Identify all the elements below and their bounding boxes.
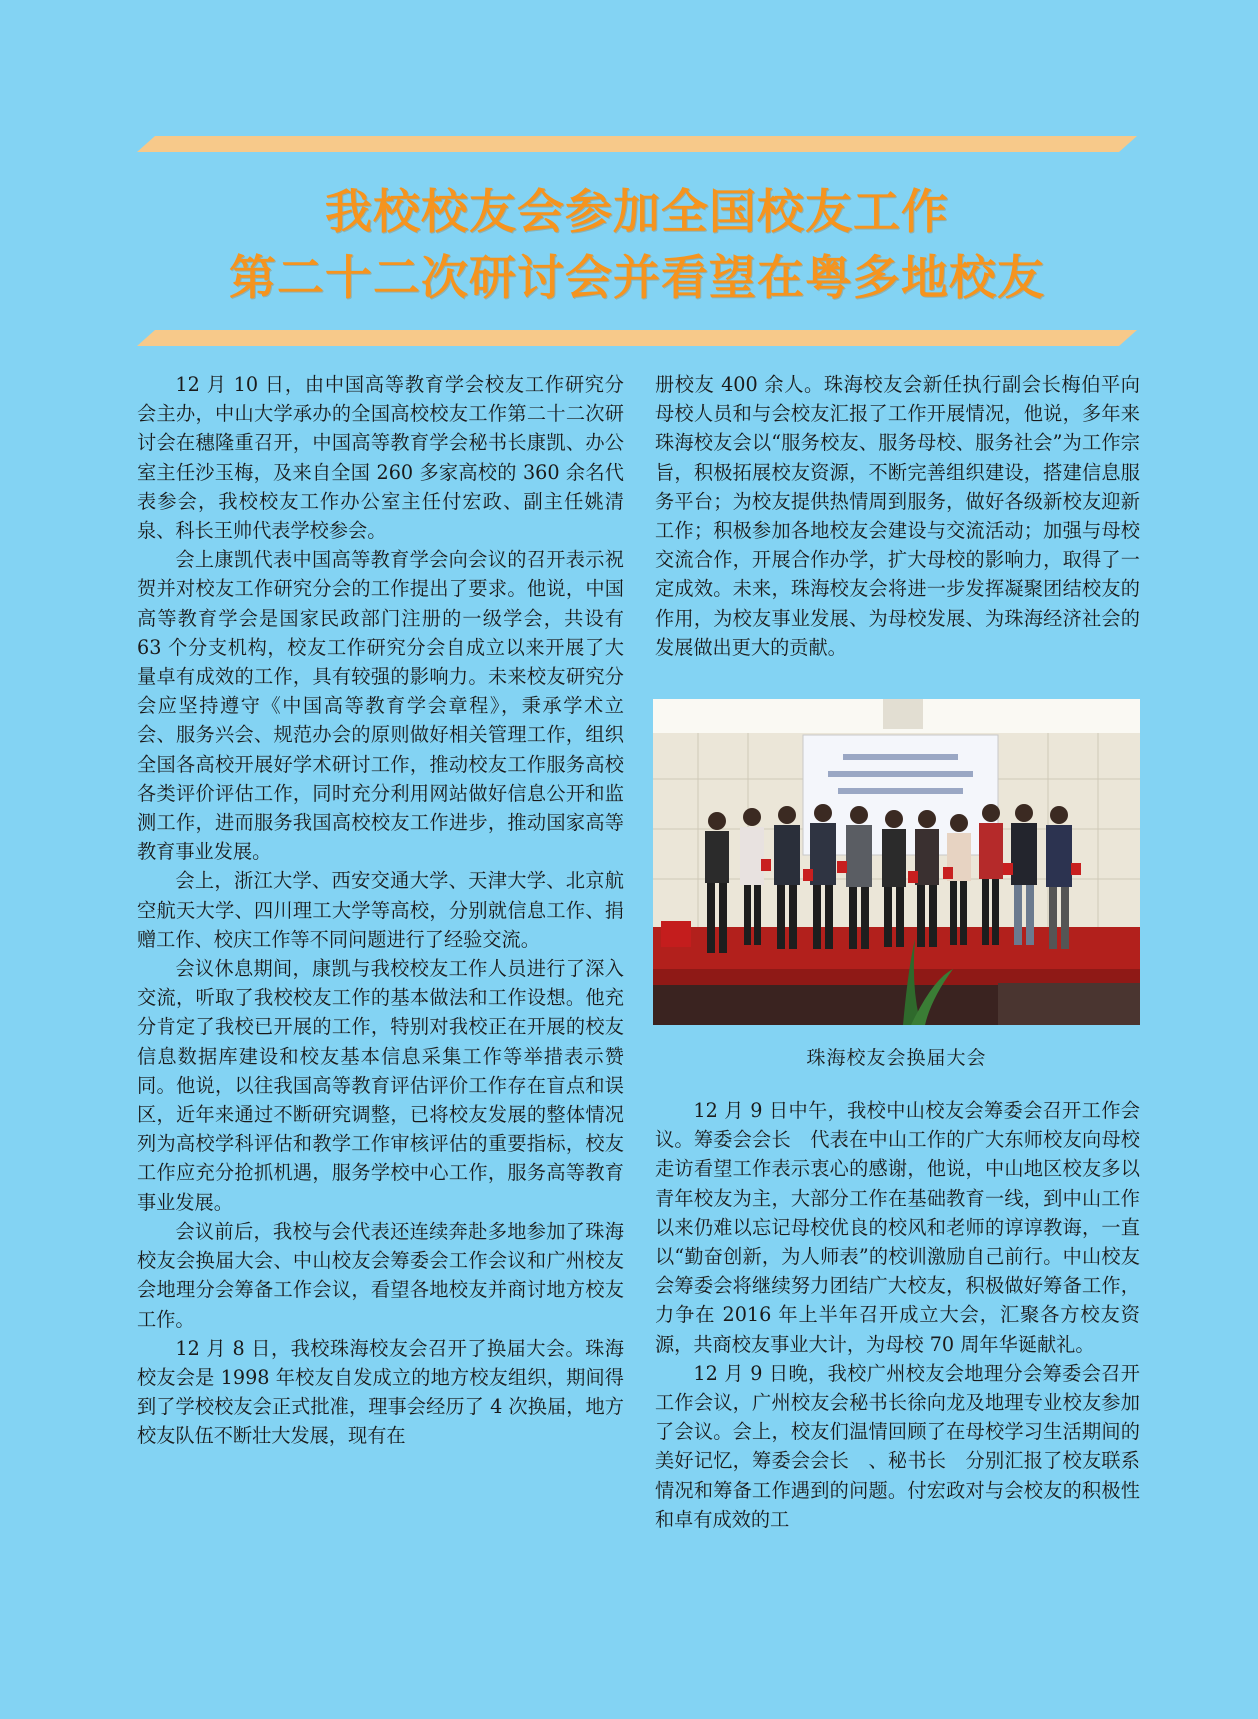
paragraph: 12 月 10 日，由中国高等教育学会校友工作研究分会主办，中山大学承办的全国高校校友工作第二十二次研讨会在穗隆重召开，中国高等教育学会秘书长康凯、办公室主任沙玉梅，及来自全国 260 多家高校的 360 余名代表参会，我校校友工作办公室主任付宏政、副主任姚清泉、科长王帅代表学校参会。 <box>137 373 624 543</box>
paragraph: 12 月 9 日晚，我校广州校友会地理分会筹委会召开工作会议，广州校友会秘书长徐向龙及地理专业校友参加了会议。会上，校友们温情回顾了在母校学习生活期间的美好记忆，筹委会会长 、秘书长 分别汇报了校友联系情况和筹备工作遇到的问题。付宏政对与会校友的积极性和卓有成效的工 <box>655 1361 1140 1531</box>
paragraph-continued: 册校友 400 余人。珠海校友会新任执行副会长梅伯平向母校人员和与会校友汇报了工作开展情况，他说，多年来珠海校友会以“服务校友、服务母校、服务社会”为工作宗旨，积极拓展校友资源，不断完善组织建设，搭建信息服务平台；为校友提供热情周到服务，做好各级新校友迎新工作；积极参加各地校友会建设与交流活动；加强与母校交流合作，开展合作办学，扩大母校的影响力，取得了一定成效。未来，珠海校友会将进一步发挥凝聚团结校友的作用，为校友事业发展、为母校发展、为珠海经济社会的发展做出更大的贡献。 <box>655 373 1140 659</box>
article-title <box>137 180 1137 312</box>
paragraph: 会议休息期间，康凯与我校校友工作人员进行了深入交流，听取了我校校友工作的基本做法和工作设想。他充分肯定了我校已开展的工作，特别对我校正在开展的校友信息数据库建设和校友基本信息采集工作等举措表示赞同。他说，以往我国高等教育评估评价工作存在盲点和误区，近年来通过不断研究调整，已将校友发展的整体情况列为高校学科评估和教学工作审核评估的重要指标，校友工作应充分抢抓机遇，服务学校中心工作，服务高等教育事业发展。 <box>137 957 624 1214</box>
paragraph: 会议前后，我校与会代表还连续奔赴多地参加了珠海校友会换届大会、中山校友会筹委会工作会议和广州校友会地理分会筹备工作会议，看望各地校友并商讨地方校友工作。 <box>137 1219 624 1331</box>
photo-caption: 珠海校友会换届大会 <box>806 1047 987 1069</box>
photo-illustration <box>653 699 1140 1025</box>
right-column-top <box>655 370 1140 662</box>
paragraph: 12 月 9 日中午，我校中山校友会筹委会召开工作会议。筹委会会长 代表在中山工作的广大东师校友向母校走访看望工作表示衷心的感谢，他说，中山地区校友多以青年校友为主，大部分工作在基础教育一线，到中山工作以来仍难以忘记母校优良的校风和老师的谆谆教诲，一直以“勤奋创新，为人师表”的校训激励自己前行。中山校友会筹委会将继续努力团结广大校友，积极做好筹备工作，力争在 2016 年上半年召开成立大会，汇聚各方校友资源，共商校友事业大计，为母校 70 周年华诞献礼。 <box>655 1099 1140 1356</box>
right-column-bottom <box>655 1096 1140 1534</box>
paragraph: 会上，浙江大学、西安交通大学、天津大学、北京航空航天大学、四川理工大学等高校，分别就信息工作、捐赠工作、校庆工作等不同问题进行了经验交流。 <box>137 869 624 951</box>
paragraph: 会上康凯代表中国高等教育学会向会议的召开表示祝贺并对校友工作研究分会的工作提出了要求。他说，中国高等教育学会是国家民政部门注册的一级学会，共设有 63 个分支机构，校友工作研究分会自成立以来开展了大量卓有成效的工作，具有较强的影响力。未来校友研究分会应坚持遵守《中国高等教育学会章程》，秉承学术立会、服务兴会、规范办会的原则做好相关管理工作，组织全国各高校开展好学术研讨工作，推动校友工作服务高校各类评价评估工作，同时充分利用网站做好信息公开和监测工作，进而服务我国高校校友工作进步，推动国家高等教育事业发展。 <box>137 548 624 864</box>
paragraph: 12 月 8 日，我校珠海校友会召开了换届大会。珠海校友会是 1998 年校友自发成立的地方校友组织，期间得到了学校校友会正式批准，理事会经历了 4 次换届，地方校友队伍不断壮大发展，现有在 <box>137 1336 624 1448</box>
banner-bar-bottom <box>137 330 1137 346</box>
title-line-1: 我校校友会参加全国校友工作 <box>325 185 949 240</box>
banner-bar-top <box>137 136 1137 152</box>
left-column <box>137 370 624 1451</box>
title-line-2: 第二十二次研讨会并看望在粤多地校友 <box>229 251 1045 306</box>
event-photo <box>653 699 1140 1025</box>
